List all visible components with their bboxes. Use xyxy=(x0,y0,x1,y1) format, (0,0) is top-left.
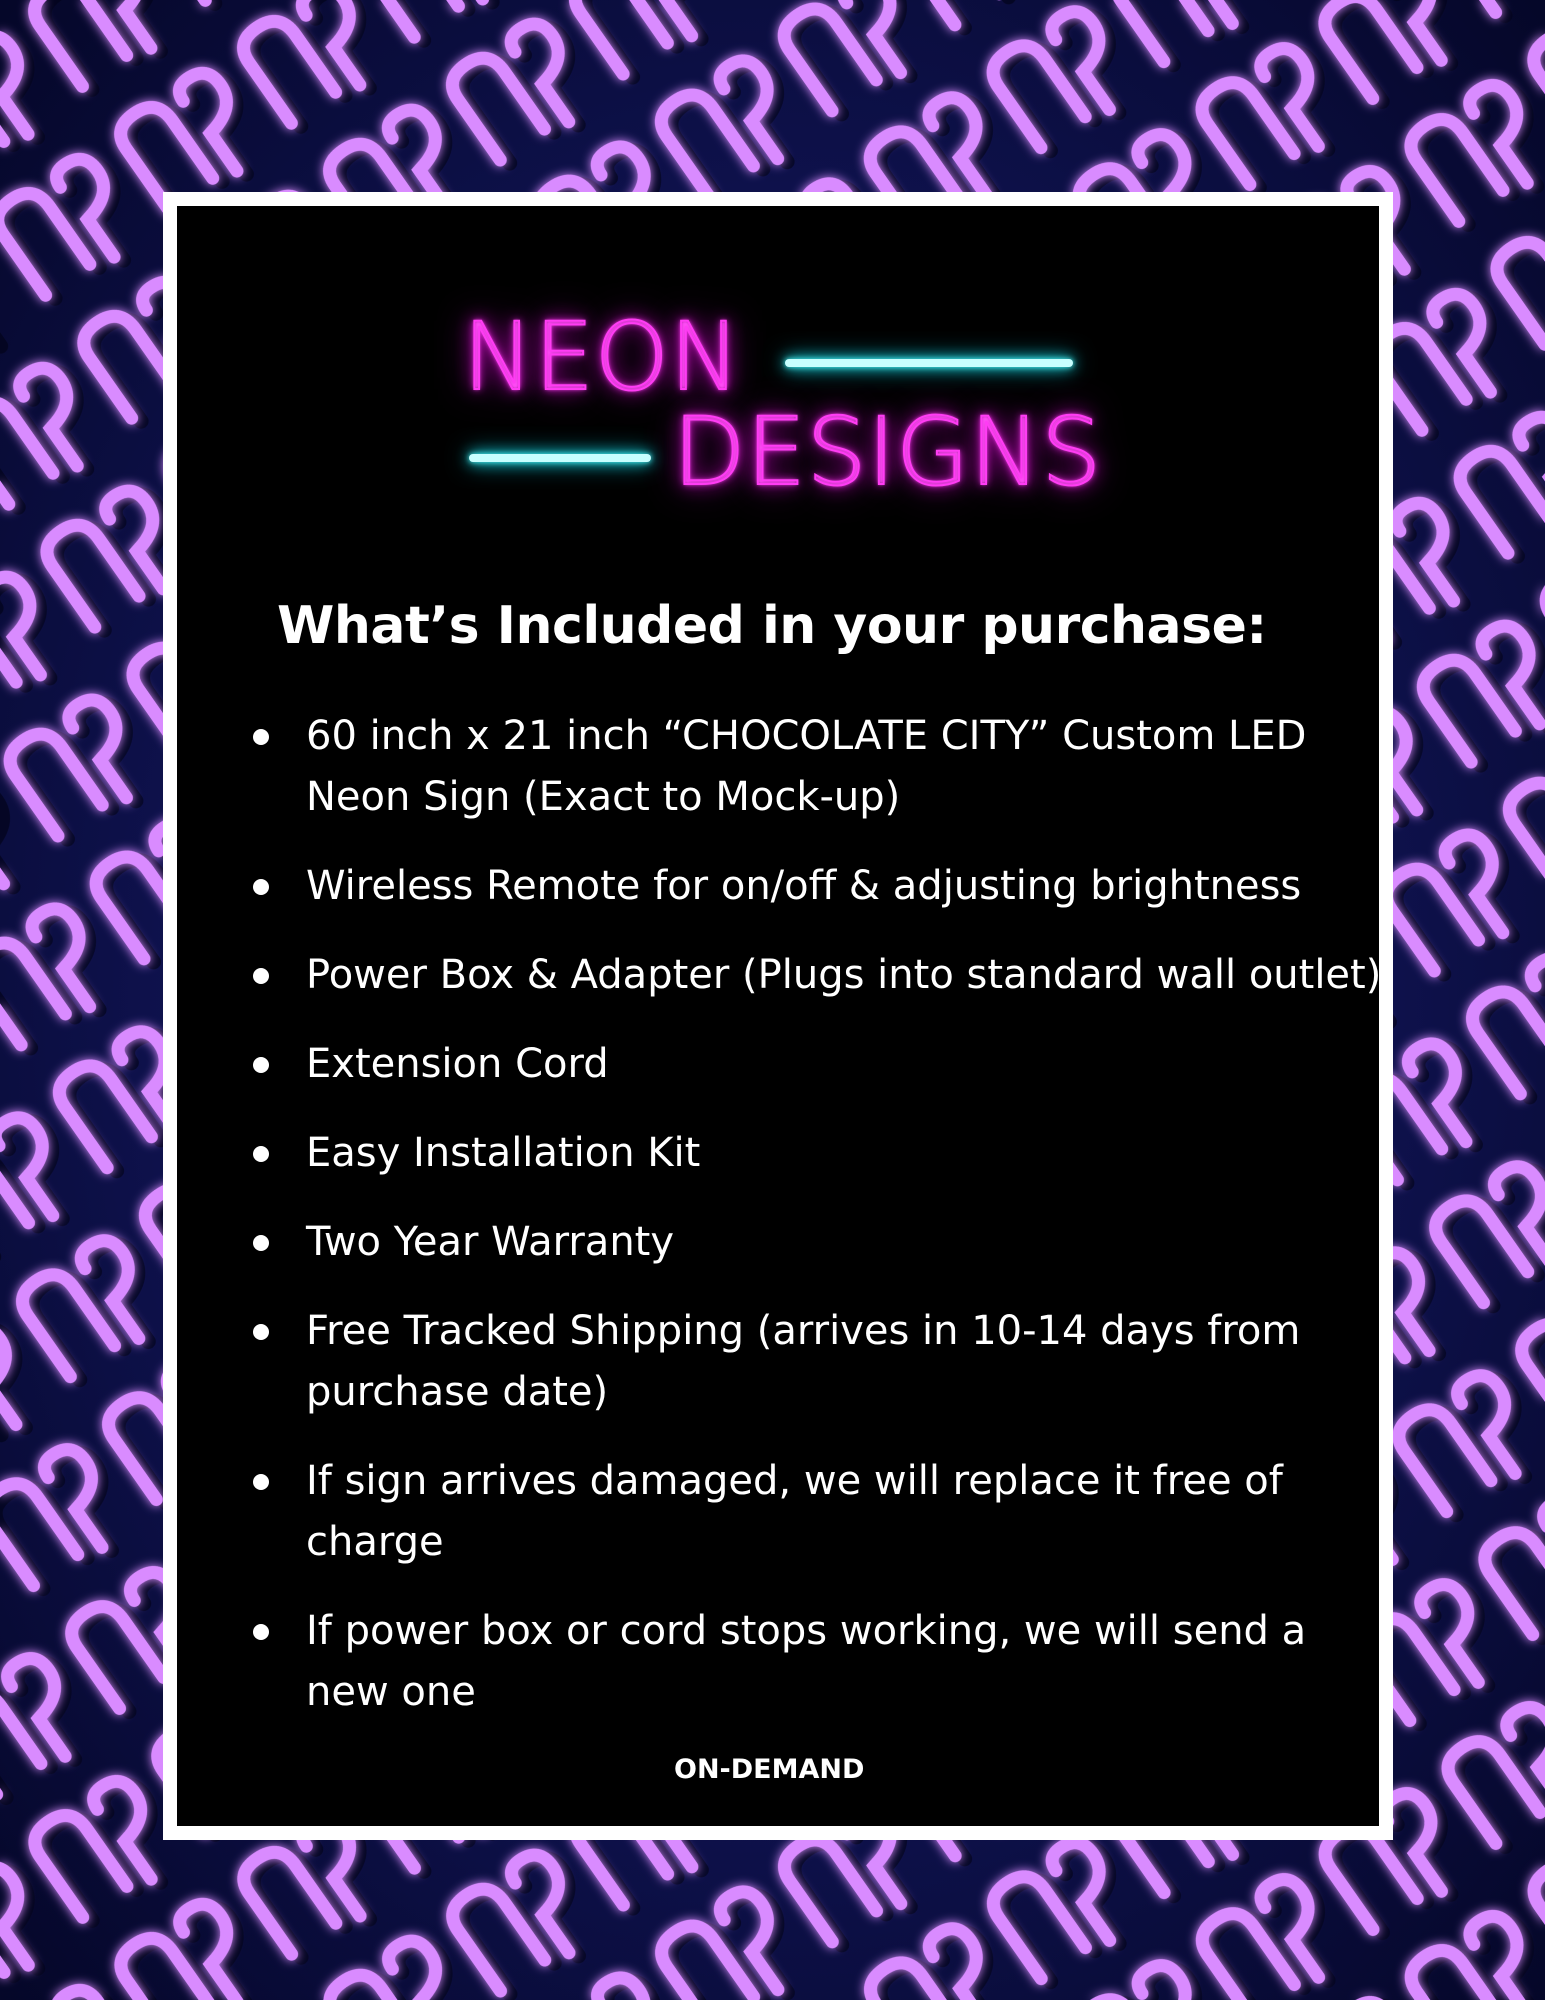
bullet-icon xyxy=(253,1235,269,1251)
logo-bar-bottom xyxy=(469,454,651,462)
logo-word-designs: DESIGNS xyxy=(673,398,1102,507)
list-item-text: Extension Cord xyxy=(306,1041,609,1087)
bullet-icon xyxy=(253,968,269,984)
on-demand-label: ON-DEMAND xyxy=(674,1754,865,1785)
list-item-text: Free Tracked Shipping (arrives in 10-14 days from purchase date) xyxy=(306,1308,1301,1415)
info-card xyxy=(163,192,1393,1840)
list-item-text: Two Year Warranty xyxy=(306,1219,675,1265)
list-item-text: If power box or cord stops working, we will send a new one xyxy=(306,1608,1307,1715)
list-item xyxy=(252,706,1382,828)
neon-designs-logo xyxy=(463,303,1103,521)
bullet-icon xyxy=(253,1324,269,1340)
bullet-icon xyxy=(253,729,269,745)
list-item xyxy=(252,1301,1382,1423)
bullet-icon xyxy=(253,1057,269,1073)
list-item xyxy=(252,1123,1382,1184)
logo-bar-top xyxy=(785,359,1073,367)
list-item xyxy=(252,1601,1382,1723)
list-item-text: Power Box & Adapter (Plugs into standard wall outlet) xyxy=(306,952,1382,998)
included-items-list xyxy=(252,706,1382,1751)
list-item-text: Easy Installation Kit xyxy=(306,1130,701,1176)
list-item-text: 60 inch x 21 inch “CHOCOLATE CITY” Custom LED Neon Sign (Exact to Mock-up) xyxy=(306,713,1307,820)
bullet-icon xyxy=(253,879,269,895)
list-item xyxy=(252,1212,1382,1273)
list-item xyxy=(252,1451,1382,1573)
list-item xyxy=(252,945,1382,1006)
bullet-icon xyxy=(253,1146,269,1162)
logo-word-neon: NEON xyxy=(463,303,742,412)
list-item xyxy=(252,856,1382,917)
bullet-icon xyxy=(253,1624,269,1640)
list-item xyxy=(252,1034,1382,1095)
included-heading: What’s Included in your purchase: xyxy=(277,596,1267,656)
bullet-icon xyxy=(253,1474,269,1490)
list-item-text: Wireless Remote for on/off & adjusting brightness xyxy=(306,863,1302,909)
list-item-text: If sign arrives damaged, we will replace it free of charge xyxy=(306,1458,1283,1565)
info-card-panel xyxy=(177,206,1382,1826)
